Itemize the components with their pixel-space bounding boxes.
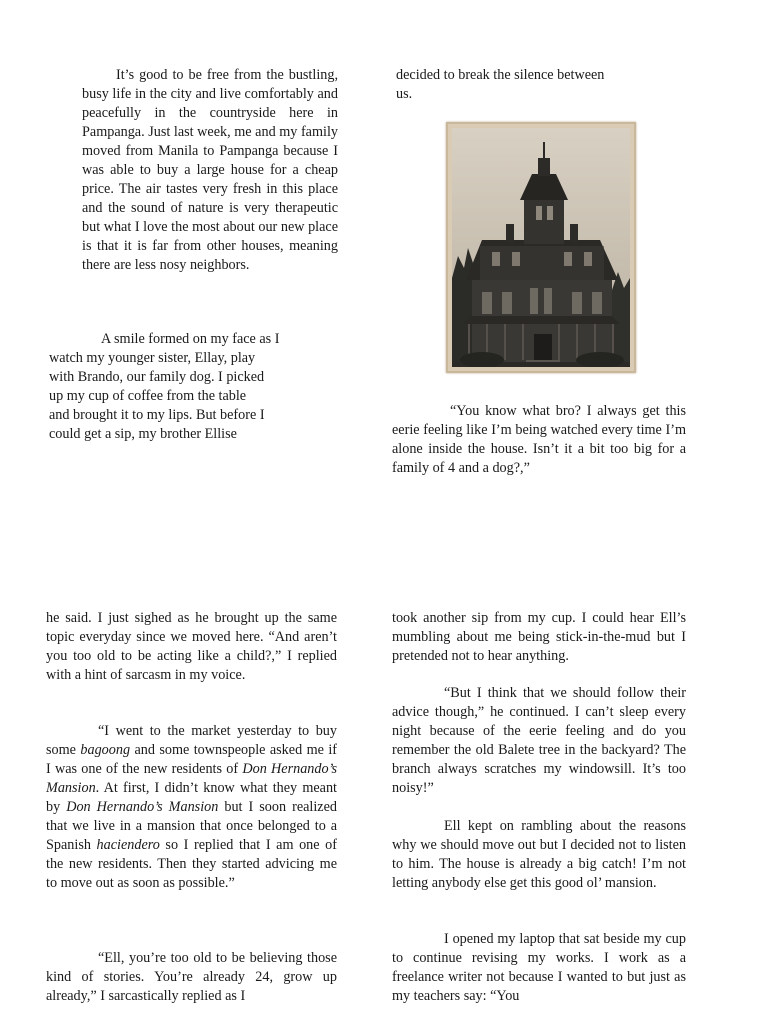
paragraph-eerie bbox=[392, 402, 686, 478]
text-span: so I replied that I am one of the new residents. Then they started advicing me to move out as soon as possible.” bbox=[46, 837, 337, 891]
text-line: decided to break the silence between bbox=[396, 67, 605, 83]
text-span: . At first, I didn’t know what they meant by bbox=[46, 780, 337, 815]
paragraph-sip-text: took another sip from my cup. I could hear Ell’s mumbling about me being stick-in-the-mud but I pretended not to hear anything. bbox=[392, 610, 686, 664]
haunted-mansion-icon bbox=[452, 128, 630, 367]
paragraph-sip bbox=[392, 609, 686, 666]
paragraph-sigh-text: he said. I just sighed as he brought up the same topic everyday since we moved here. “And aren’t you too old to be acting like a child?,” I replied with a hint of sarcasm in my voice. bbox=[46, 610, 337, 683]
paragraph-eerie-text: “You know what bro? I always get this eerie feeling like I’m being watched every time I’m alone inside the house. Isn’t it a bit too big for a family of 4 and a dog?,” bbox=[392, 403, 686, 476]
text-line: watch my younger sister, Ellay, play bbox=[49, 350, 256, 366]
paragraph-advice-text: “But I think that we should follow their advice though,” he continued. I can’t sleep every night because of the eerie feeling and do you remember the old Balete tree in the backyard? The branch always scratches my windowsill. It’s too noisy!” bbox=[392, 685, 686, 796]
paragraph-intro bbox=[82, 66, 338, 275]
text-span: but I soon realized that we live in a mansion that once belonged to a Spanish bbox=[46, 799, 337, 853]
paragraph-market bbox=[46, 722, 337, 893]
paragraph-rambling-text: Ell kept on rambling about the reasons why we should move out but I decided not to listen to him. The house is already a big catch! I’m not letting anybody else get this good ol’ mansion. bbox=[392, 818, 686, 891]
text-span: and some townspeople asked me if I was one of the new residents of bbox=[46, 742, 337, 777]
text-line: could get a sip, my brother Ellise bbox=[49, 426, 237, 442]
paragraph-grow-up bbox=[46, 949, 337, 1006]
italic-term: bagoong bbox=[80, 742, 131, 758]
text-line: up my cup of coffee from the table bbox=[49, 388, 247, 404]
paragraph-laptop-text: I opened my laptop that sat beside my cup to continue revising my works. I work as a freelance writer not because I wanted to but just as my teachers say: “You bbox=[392, 931, 686, 1004]
paragraph-advice bbox=[392, 684, 686, 798]
paragraph-smile bbox=[49, 330, 311, 444]
text-line: us. bbox=[396, 86, 413, 102]
paragraph-rambling bbox=[392, 817, 686, 893]
italic-term: Don Hernando’s Mansion bbox=[46, 761, 337, 796]
paragraph-laptop bbox=[392, 930, 686, 1006]
italic-term: haciendero bbox=[96, 837, 160, 853]
text-line: with Brando, our family dog. I picked bbox=[49, 369, 265, 385]
text-line: and brought it to my lips. But before I bbox=[49, 407, 265, 423]
paragraph-market-text bbox=[46, 722, 337, 893]
paragraph-sigh bbox=[46, 609, 337, 685]
italic-term: Don Hernando’s Mansion bbox=[66, 799, 219, 815]
text-span: “I went to the market yesterday to buy some bbox=[46, 723, 337, 758]
paragraph-silence bbox=[396, 66, 646, 104]
paragraph-grow-up-text: “Ell, you’re too old to be believing those kind of stories. You’re already 24, grow up already,” I sarcastically replied as I bbox=[46, 950, 337, 1004]
paragraph-intro-text: It’s good to be free from the bustling, busy life in the city and live comfortably and peacefully in the countryside here in Pampanga. Just last week, me and my family moved from Manila to Pampanga because I was able to buy a large house for a cheap price. The air tastes very fresh in this place and the sound of nature is very therapeutic but what I love the most about our new place is that it is far from other houses, meaning there are less nosy neighbors. bbox=[82, 67, 338, 273]
mansion-photo bbox=[446, 122, 636, 373]
text-line: A smile formed on my face as I bbox=[101, 331, 280, 347]
